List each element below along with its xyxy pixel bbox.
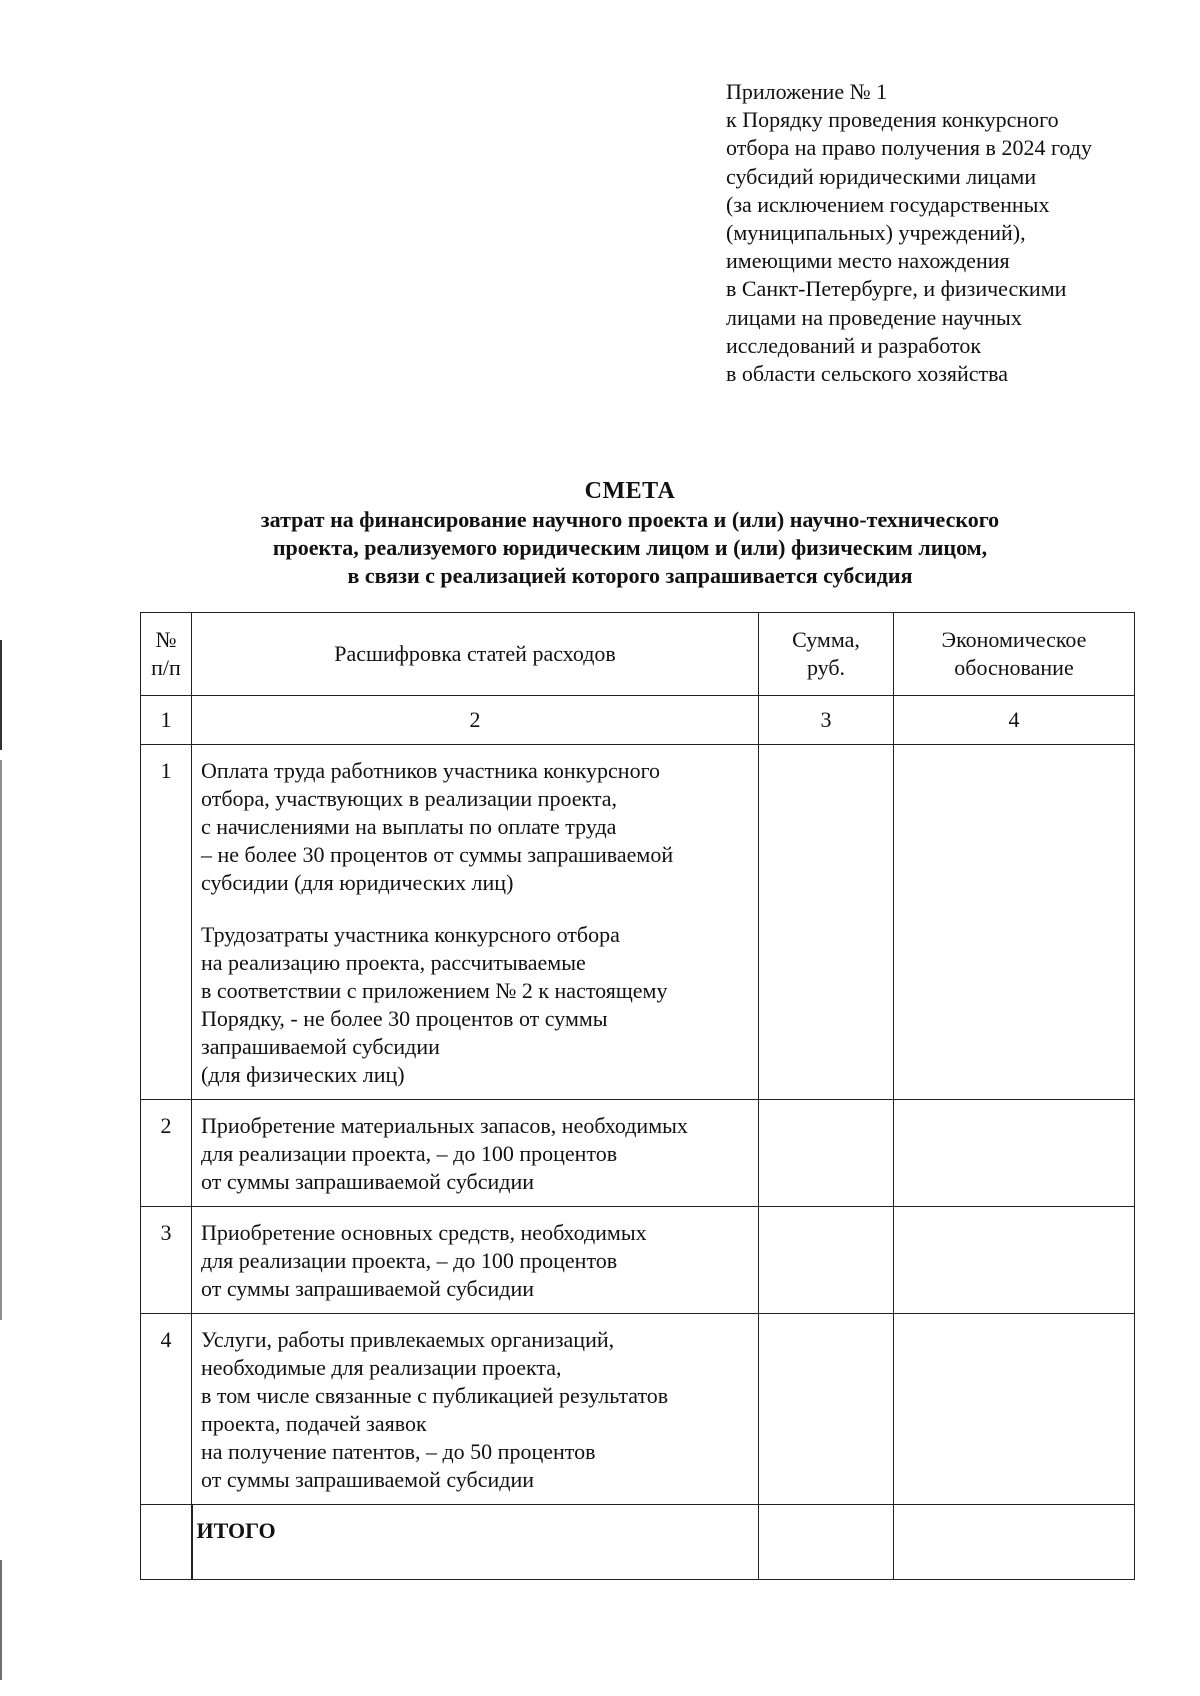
- header-cell-description: [192, 613, 759, 696]
- description-line: на реализацию проекта, рассчитываемые: [201, 950, 586, 975]
- header-cell-justification: [894, 613, 1135, 696]
- appendix-line: в области сельского хозяйства: [726, 361, 1009, 387]
- table-header-row: [141, 613, 1135, 696]
- total-number-cell: [141, 1505, 192, 1580]
- description-line: для реализации проекта, – до 100 процентов: [201, 1248, 618, 1273]
- appendix-line: лицами на проведение научных: [726, 304, 1022, 330]
- description-line: Приобретение основных средств, необходимых: [201, 1220, 647, 1245]
- description-paragraph: [201, 1112, 748, 1196]
- row-number: 2: [141, 1100, 192, 1207]
- scan-edge-mark: [0, 1560, 2, 1680]
- row-number: 4: [141, 1314, 192, 1505]
- row-number: 3: [141, 1207, 192, 1314]
- description-paragraph: [201, 757, 748, 897]
- justification-cell[interactable]: [894, 745, 1135, 1100]
- table-row: [141, 1207, 1135, 1314]
- justification-cell[interactable]: [894, 1207, 1135, 1314]
- appendix-line: (за исключением государственных: [726, 191, 1050, 217]
- description-line: – не более 30 процентов от суммы запрашиваемой: [201, 842, 674, 867]
- amount-cell[interactable]: [759, 745, 894, 1100]
- document-subtitle-line: проекта, реализуемого юридическим лицом и (или) физическим лицом,: [272, 535, 988, 560]
- justification-cell[interactable]: [894, 1314, 1135, 1505]
- total-amount-cell[interactable]: [759, 1505, 894, 1580]
- header-text: обоснование: [954, 655, 1074, 680]
- table-row: [141, 745, 1135, 1100]
- appendix-line: отбора на право получения в 2024 году: [726, 135, 1092, 161]
- description-line: (для физических лиц): [201, 1062, 405, 1087]
- description-line: Приобретение материальных запасов, необходимых: [201, 1113, 688, 1138]
- column-number: 1: [141, 696, 192, 745]
- description-line: от суммы запрашиваемой субсидии: [201, 1276, 535, 1301]
- document-title: СМЕТА: [584, 478, 676, 504]
- table-row: [141, 1100, 1135, 1207]
- total-label: ИТОГО: [192, 1505, 759, 1580]
- estimate-table: [140, 612, 1135, 1580]
- header-text: п/п: [151, 655, 181, 680]
- row-description: [192, 1100, 759, 1207]
- description-paragraph: [201, 1326, 748, 1494]
- header-cell-amount: [759, 613, 894, 696]
- description-line: для реализации проекта, – до 100 процентов: [201, 1141, 618, 1166]
- header-cell-number: [141, 613, 192, 696]
- description-line: Трудозатраты участника конкурсного отбора: [201, 922, 620, 947]
- document-subtitle-line: затрат на финансирование научного проекта и (или) научно-технического: [260, 507, 1000, 532]
- description-line: от суммы запрашиваемой субсидии: [201, 1169, 535, 1194]
- description-line: необходимые для реализации проекта,: [201, 1355, 562, 1380]
- document-heading: [140, 476, 1120, 590]
- header-text: №: [155, 627, 177, 652]
- appendix-line: имеющими место нахождения: [726, 248, 1010, 274]
- column-number: 4: [894, 696, 1135, 745]
- appendix-line: (муниципальных) учреждений),: [726, 220, 1026, 246]
- appendix-line: в Санкт-Петербурге, и физическими: [726, 276, 1067, 302]
- description-line: Услуги, работы привлекаемых организаций,: [201, 1327, 615, 1352]
- row-number: 1: [141, 745, 192, 1100]
- appendix-note: [726, 78, 1146, 388]
- header-text: Сумма,: [792, 627, 860, 652]
- appendix-line: исследований и разработок: [726, 332, 982, 358]
- table-row: [141, 1314, 1135, 1505]
- description-line: Порядку, - не более 30 процентов от суммы: [201, 1006, 608, 1031]
- total-row: [141, 1505, 1135, 1580]
- total-justification-cell[interactable]: [894, 1505, 1135, 1580]
- description-line: проекта, подачей заявок: [201, 1411, 427, 1436]
- description-paragraph: [201, 1219, 748, 1303]
- appendix-line: к Порядку проведения конкурсного: [726, 107, 1059, 133]
- description-paragraph: [201, 921, 748, 1089]
- header-text: Расшифровка статей расходов: [334, 641, 616, 666]
- amount-cell[interactable]: [759, 1100, 894, 1207]
- scan-edge-mark: [0, 640, 2, 750]
- row-description: [192, 1314, 759, 1505]
- description-line: запрашиваемой субсидии: [201, 1034, 440, 1059]
- appendix-line: субсидий юридическими лицами: [726, 163, 1037, 189]
- description-line: на получение патентов, – до 50 процентов: [201, 1439, 596, 1464]
- row-description: [192, 1207, 759, 1314]
- row-description: [192, 745, 759, 1100]
- header-text: руб.: [806, 655, 846, 680]
- description-line: в соответствии с приложением № 2 к настоящему: [201, 978, 668, 1003]
- description-line: Оплата труда работников участника конкурсного: [201, 758, 661, 783]
- justification-cell[interactable]: [894, 1100, 1135, 1207]
- column-number: 2: [192, 696, 759, 745]
- column-number: 3: [759, 696, 894, 745]
- amount-cell[interactable]: [759, 1314, 894, 1505]
- amount-cell[interactable]: [759, 1207, 894, 1314]
- document-subtitle-line: в связи с реализацией которого запрашивается субсидия: [347, 563, 913, 588]
- description-line: в том числе связанные с публикацией результатов: [201, 1383, 669, 1408]
- appendix-line: Приложение № 1: [726, 79, 888, 104]
- description-line: от суммы запрашиваемой субсидии: [201, 1467, 535, 1492]
- column-number-row: [141, 696, 1135, 745]
- description-line: с начислениями на выплаты по оплате труда: [201, 814, 617, 839]
- header-text: Экономическое: [941, 627, 1087, 652]
- description-line: субсидии (для юридических лиц): [201, 870, 514, 895]
- description-line: отбора, участвующих в реализации проекта,: [201, 786, 618, 811]
- scan-edge-mark: [0, 760, 2, 1320]
